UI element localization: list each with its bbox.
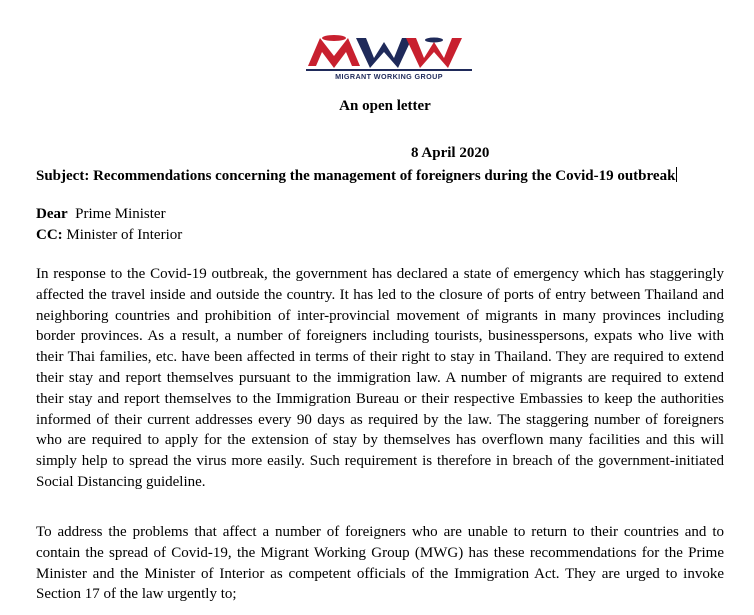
cc-label: CC: <box>36 227 63 243</box>
mwg-logo <box>300 32 478 84</box>
letter-cc <box>36 227 182 244</box>
cc-recipient: Minister of Interior <box>66 227 183 243</box>
letter-heading: An open letter <box>339 98 431 114</box>
body-paragraph-1: In response to the Covid-19 outbreak, the government has declared a state of emergency which has staggeringly affected the travel inside and outside the country. It has led to the closure of ports of entry between Thailand and neighboring countries and prohibition of inter-provincial movement of migrants in many provinces including border provinces. As a result, a number of foreigners including tourists, businesspersons, expats who live with their Thai families, etc. have been affected in terms of their right to stay in Thailand. They are required to extend their stay and report themselves pursuant to the immigration law. A number of migrants are required to extend their stay and report themselves to the Immigration Bureau or their respective Embassies to keep the authorities informed of their current addresses every 90 days as required by the law. The staggering number of foreigners who are required to apply for the extension of stay by themselves has overflown many facilities and this will simply help to spread the virus more easily. Such requirement is therefore in breach of the government-initiated Social Distancing guideline. <box>36 266 724 490</box>
letter-subject <box>36 166 724 186</box>
text-cursor <box>676 167 677 182</box>
mwg-logo-mark <box>300 32 478 72</box>
dear-label: Dear <box>36 206 68 222</box>
letter-salutation <box>36 206 166 223</box>
logo-caption: MIGRANT WORKING GROUP <box>335 72 443 81</box>
logo-rule <box>306 69 472 71</box>
subject-text: Recommendations concerning the management of foreigners during the Covid-19 outbreak <box>93 168 676 184</box>
body-paragraph-2: To address the problems that affect a number of foreigners who are unable to return to their countries and to contain the spread of Covid-19, the Migrant Working Group (MWG) has these recommendations for the Prime Minister and the Minister of Interior as competent officials of the Immigration Act. They are urged to invoke Section 17 of the law urgently to; <box>36 524 724 603</box>
dear-recipient: Prime Minister <box>75 206 166 222</box>
subject-label: Subject: <box>36 168 90 184</box>
letter-date: 8 April 2020 <box>411 145 490 161</box>
